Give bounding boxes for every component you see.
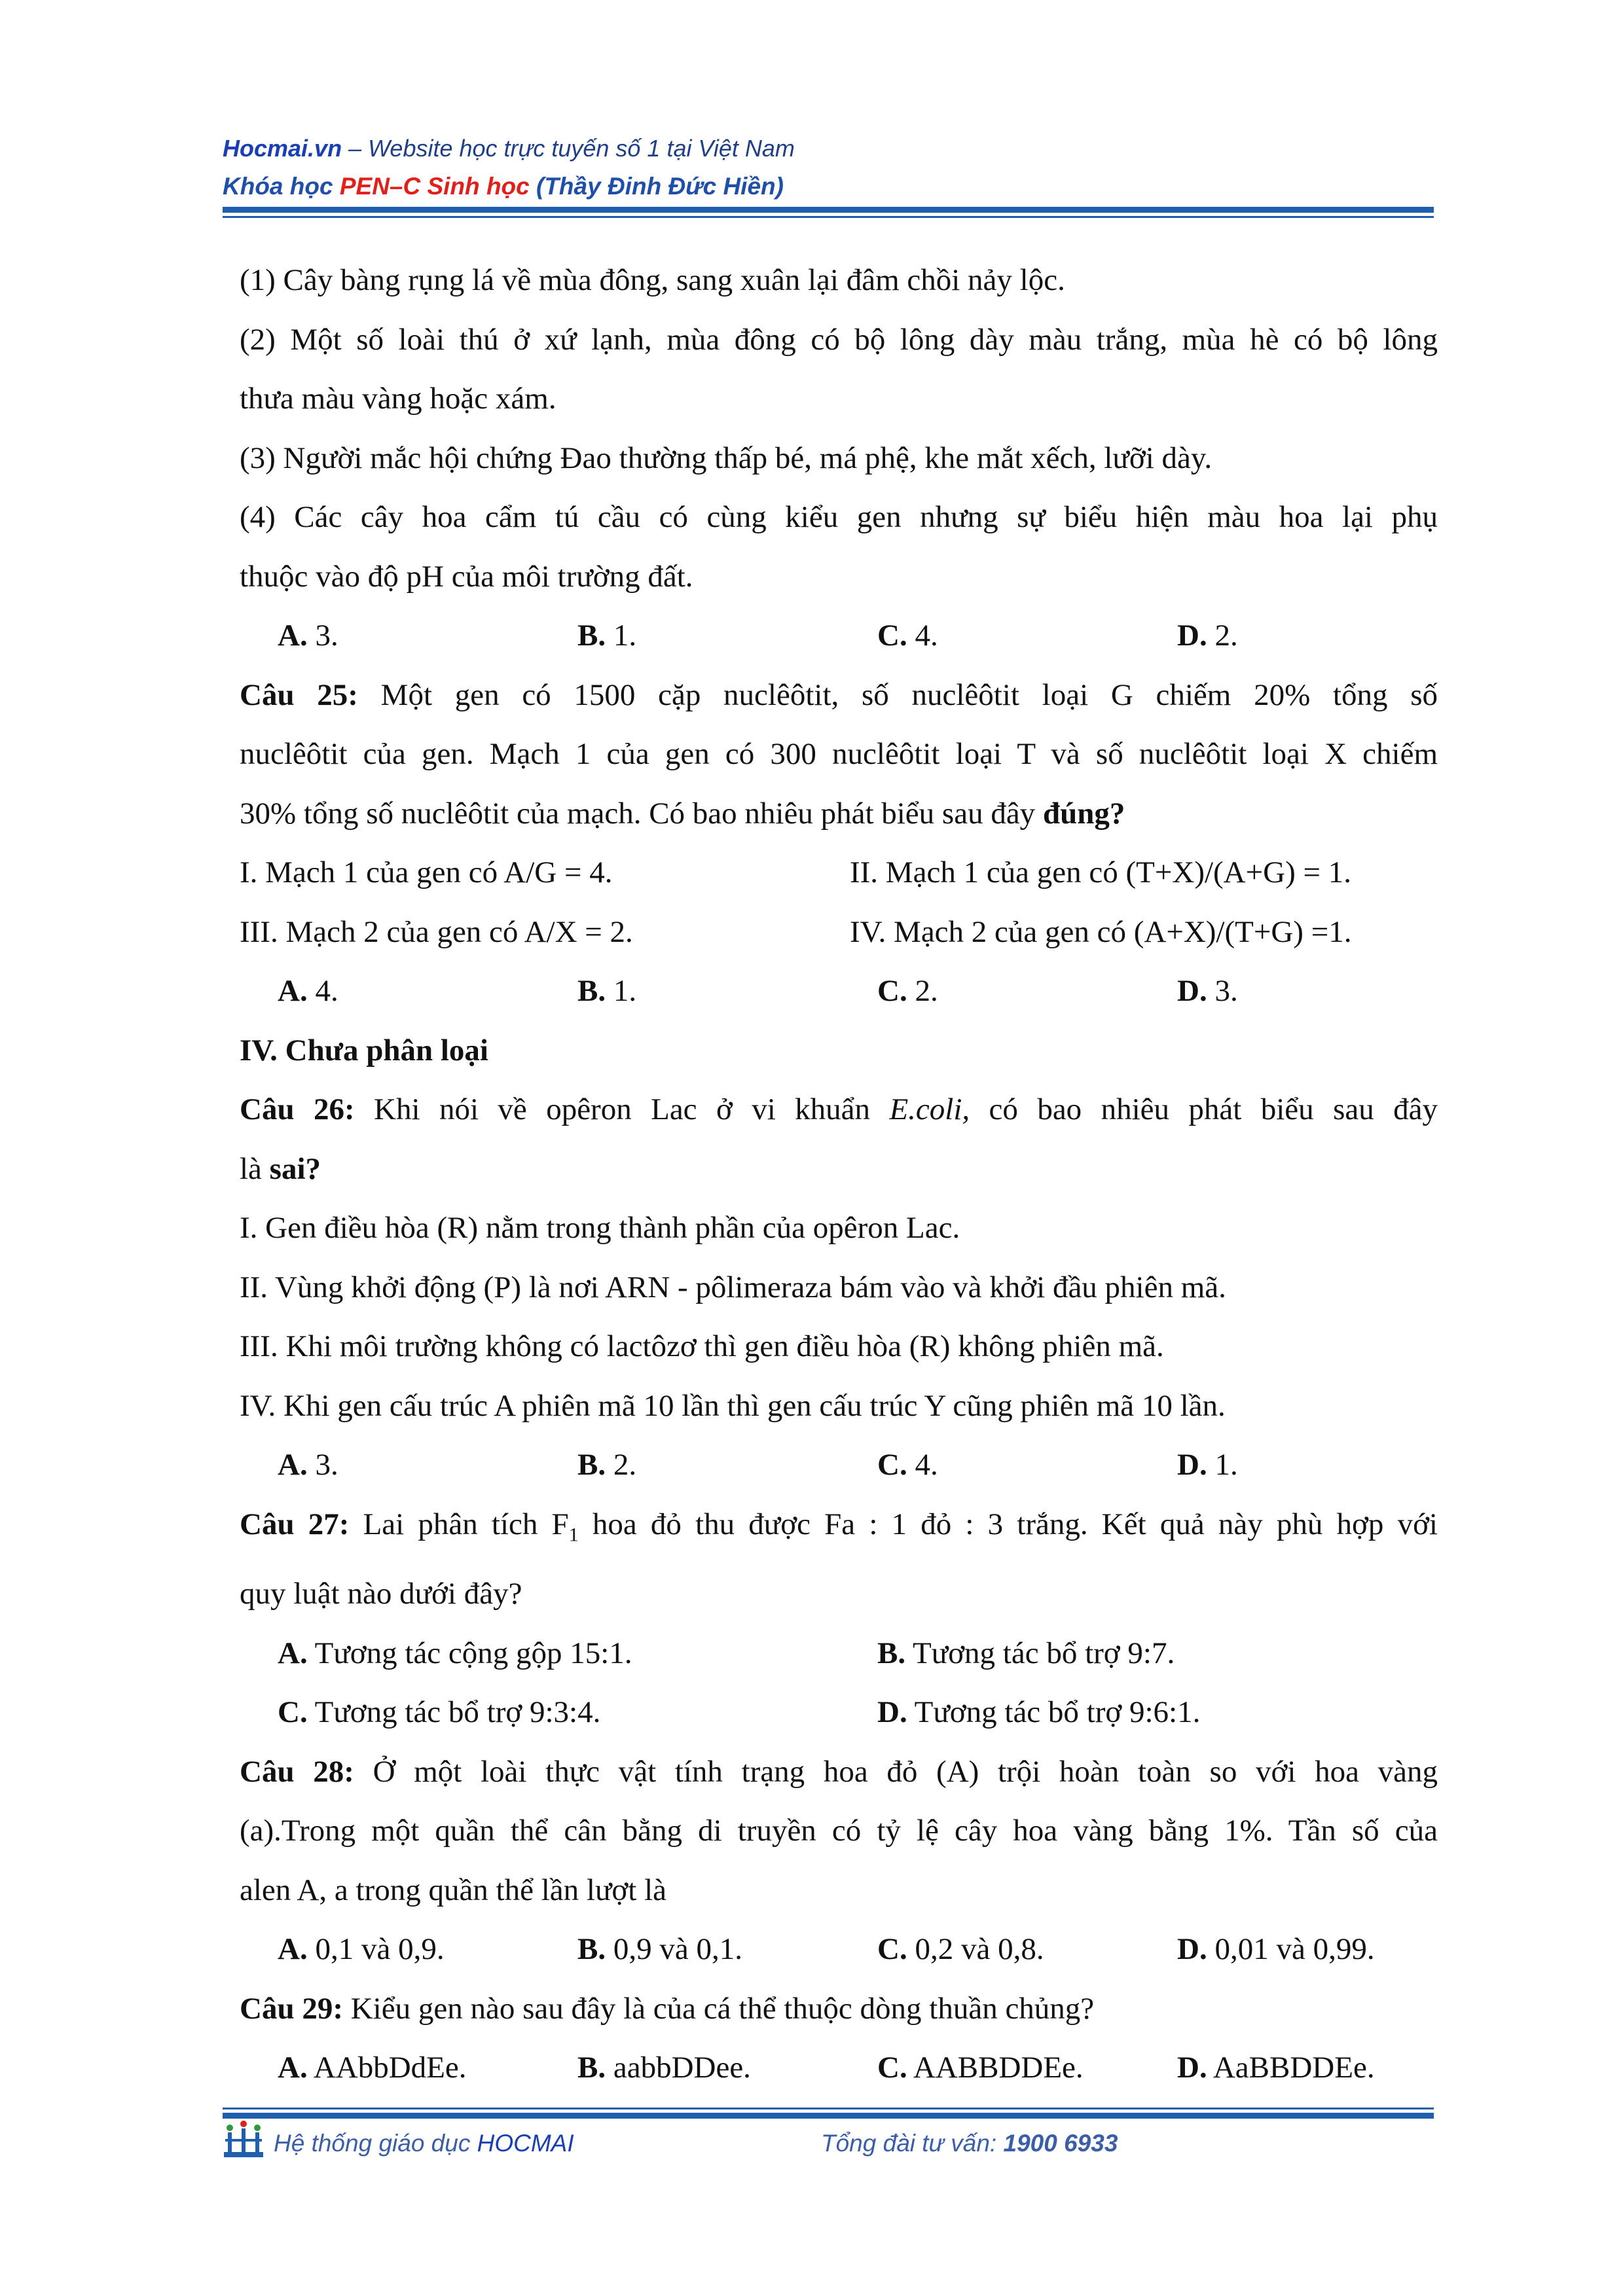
q27-label: Câu 27:: [240, 1507, 350, 1541]
footer-left: Hệ thống giáo dục HOCMAI: [274, 2130, 574, 2157]
q24-statement-3: (3) Người mắc hội chứng Đao thường thấp bé, má phệ, khe mắt xếch, lưỡi dày.: [240, 440, 1213, 475]
q24-statement-4b: thuộc vào độ pH của môi trường đất.: [240, 559, 693, 594]
site-tagline: – Website học trực tuyến số 1 tại Việt Nam: [342, 135, 795, 162]
document-body: [240, 251, 1438, 2098]
q27-line-1: Câu 27: Lai phân tích $F_1$ hoa đỏ thu được Fa : 1 đỏ : 3 trắng. Kết quả này phù hợp với: [240, 1507, 1438, 1545]
q26-option-c[interactable]: C. 4.: [877, 1448, 938, 1482]
q27-options-row-1: [240, 1624, 1438, 1683]
q25-option-d[interactable]: D. 3.: [1177, 974, 1238, 1008]
header-line-course: [223, 168, 1434, 206]
q27-option-a[interactable]: A. Tương tác cộng gộp 15:1.: [278, 1636, 632, 1670]
q25-option-a[interactable]: A. 4.: [278, 974, 338, 1008]
q25-items-row-1: [240, 843, 1438, 903]
header-rule-thick: [223, 207, 1434, 213]
q25-line-3: 30% tổng số nuclêôtit của mạch. Có bao nhiêu phát biểu sau đây đúng?: [240, 796, 1125, 831]
q25-label: Câu 25:: [240, 677, 358, 712]
q26-item-1: I. Gen điều hòa (R) nằm trong thành phần của opêron Lac.: [240, 1211, 960, 1245]
q24-option-c[interactable]: C. 4.: [877, 619, 938, 653]
header-rule-thin: [223, 216, 1434, 218]
q29-option-c[interactable]: C. AABBDDEe.: [877, 2051, 1084, 2085]
q25-line-1: Câu 25: Một gen có 1500 cặp nuclêôtit, số nuclêôtit loại G chiếm 20% tổng số: [240, 677, 1438, 712]
q26-emphasis: sai?: [269, 1151, 321, 1186]
q27-option-b[interactable]: B. Tương tác bổ trợ 9:7.: [877, 1636, 1175, 1670]
q25-option-c[interactable]: C. 2.: [877, 974, 938, 1008]
q24-statement-1: (1) Cây bàng rụng lá về mùa đông, sang xuân lại đâm chồi nảy lộc.: [240, 263, 1065, 297]
q26-option-d[interactable]: D. 1.: [1177, 1448, 1238, 1482]
q25-item-4: IV. Mạch 2 của gen có (A+X)/(T+G) =1.: [850, 914, 1352, 949]
course-name: PEN–C Sinh học: [339, 173, 530, 200]
footer-right: Tổng đài tư vấn: 1900 6933: [821, 2130, 1118, 2157]
q26-option-b[interactable]: B. 2.: [577, 1448, 637, 1482]
header-line-site: [223, 130, 1434, 168]
q28-option-c[interactable]: C. 0,2 và 0,8.: [877, 1932, 1044, 1967]
q24-options: [240, 606, 1438, 666]
q28-options: [240, 1920, 1438, 1979]
course-teacher: (Thầy Đinh Đức Hiền): [529, 173, 784, 200]
q25-item-2: II. Mạch 1 của gen có (T+X)/(A+G) = 1.: [850, 855, 1351, 889]
q25-items-row-2: [240, 903, 1438, 962]
site-name[interactable]: Hocmai.vn: [223, 135, 342, 162]
q26-item-2: II. Vùng khởi động (P) là nơi ARN - pôlimeraza bám vào và khởi đầu phiên mã.: [240, 1270, 1226, 1304]
footer-brand[interactable]: HOCMAI: [477, 2130, 574, 2157]
q26-label: Câu 26:: [240, 1092, 355, 1126]
q26-option-a[interactable]: A. 3.: [278, 1448, 338, 1482]
q29-option-b[interactable]: B. aabbDDee.: [577, 2051, 751, 2085]
q26-item-3: III. Khi môi trường không có lactôzơ thì gen điều hòa (R) không phiên mã.: [240, 1329, 1164, 1363]
q29-label: Câu 29:: [240, 1991, 343, 2026]
q26-line-2: là sai?: [240, 1151, 321, 1186]
footer-rule-thin: [223, 2108, 1434, 2109]
q25-item-1: I. Mạch 1 của gen có A/G = 4.: [240, 855, 613, 889]
q28-line-3: alen A, a trong quần thể lần lượt là: [240, 1873, 667, 1907]
course-prefix: Khóa học: [223, 173, 340, 200]
q29-option-d[interactable]: D. AaBBDDEe.: [1177, 2051, 1375, 2085]
q24-option-d[interactable]: D. 2.: [1177, 619, 1238, 653]
q25-emphasis: đúng?: [1042, 796, 1125, 831]
q26-item-4: IV. Khi gen cấu trúc A phiên mã 10 lần thì gen cấu trúc Y cũng phiên mã 10 lần.: [240, 1388, 1226, 1423]
q28-option-b[interactable]: B. 0,9 và 0,1.: [577, 1932, 742, 1967]
q27-options-row-2: [240, 1683, 1438, 1742]
q29-options: [240, 2038, 1438, 2098]
q24-statement-4a: (4) Các cây hoa cẩm tú cầu có cùng kiểu gen nhưng sự biểu hiện màu hoa lại phụ: [240, 500, 1438, 534]
hocmai-logo-icon: [223, 2119, 264, 2161]
q28-option-a[interactable]: A. 0,1 và 0,9.: [278, 1932, 445, 1967]
q26-options: [240, 1435, 1438, 1495]
q25-options: [240, 961, 1438, 1021]
q25-option-b[interactable]: B. 1.: [577, 974, 637, 1008]
q27-line-2: quy luật nào dưới đây?: [240, 1577, 522, 1611]
footer-rule-thick: [223, 2113, 1434, 2119]
q24-statement-2a: (2) Một số loài thú ở xứ lạnh, mùa đông có bộ lông dày màu trắng, mùa hè có bộ lông: [240, 322, 1438, 357]
q28-label: Câu 28:: [240, 1754, 354, 1789]
hotline-number[interactable]: 1900 6933: [1003, 2130, 1118, 2157]
q26-line-1: Câu 26: Khi nói về opêron Lac ở vi khuẩn E.coli, có bao nhiêu phát biểu sau đây: [240, 1092, 1438, 1126]
page-header: [223, 130, 1434, 206]
q27-option-c[interactable]: C. Tương tác bổ trợ 9:3:4.: [278, 1695, 601, 1730]
q29-line-1: Câu 29: Kiểu gen nào sau đây là của cá thể thuộc dòng thuần chủng?: [240, 1991, 1095, 2026]
q28-line-2: (a).Trong một quần thể cân bằng di truyền có tỷ lệ cây hoa vàng bằng 1%. Tần số của: [240, 1814, 1438, 1848]
q25-item-3: III. Mạch 2 của gen có A/X = 2.: [240, 914, 633, 949]
q29-option-a[interactable]: A. AAbbDdEe.: [278, 2051, 467, 2085]
q24-option-a[interactable]: A. 3.: [278, 619, 338, 653]
q24-option-b[interactable]: B. 1.: [577, 619, 637, 653]
section-heading: IV. Chưa phân loại: [240, 1033, 488, 1067]
q25-line-2: nuclêôtit của gen. Mạch 1 của gen có 300 nuclêôtit loại T và số nuclêôtit loại X chiếm: [240, 737, 1438, 771]
q24-statement-2b: thưa màu vàng hoặc xám.: [240, 382, 556, 416]
q28-line-1: Câu 28: Ở một loài thực vật tính trạng hoa đỏ (A) trội hoàn toàn so với hoa vàng: [240, 1754, 1438, 1789]
q27-option-d[interactable]: D. Tương tác bổ trợ 9:6:1.: [877, 1695, 1201, 1730]
q28-option-d[interactable]: D. 0,01 và 0,99.: [1177, 1932, 1375, 1967]
